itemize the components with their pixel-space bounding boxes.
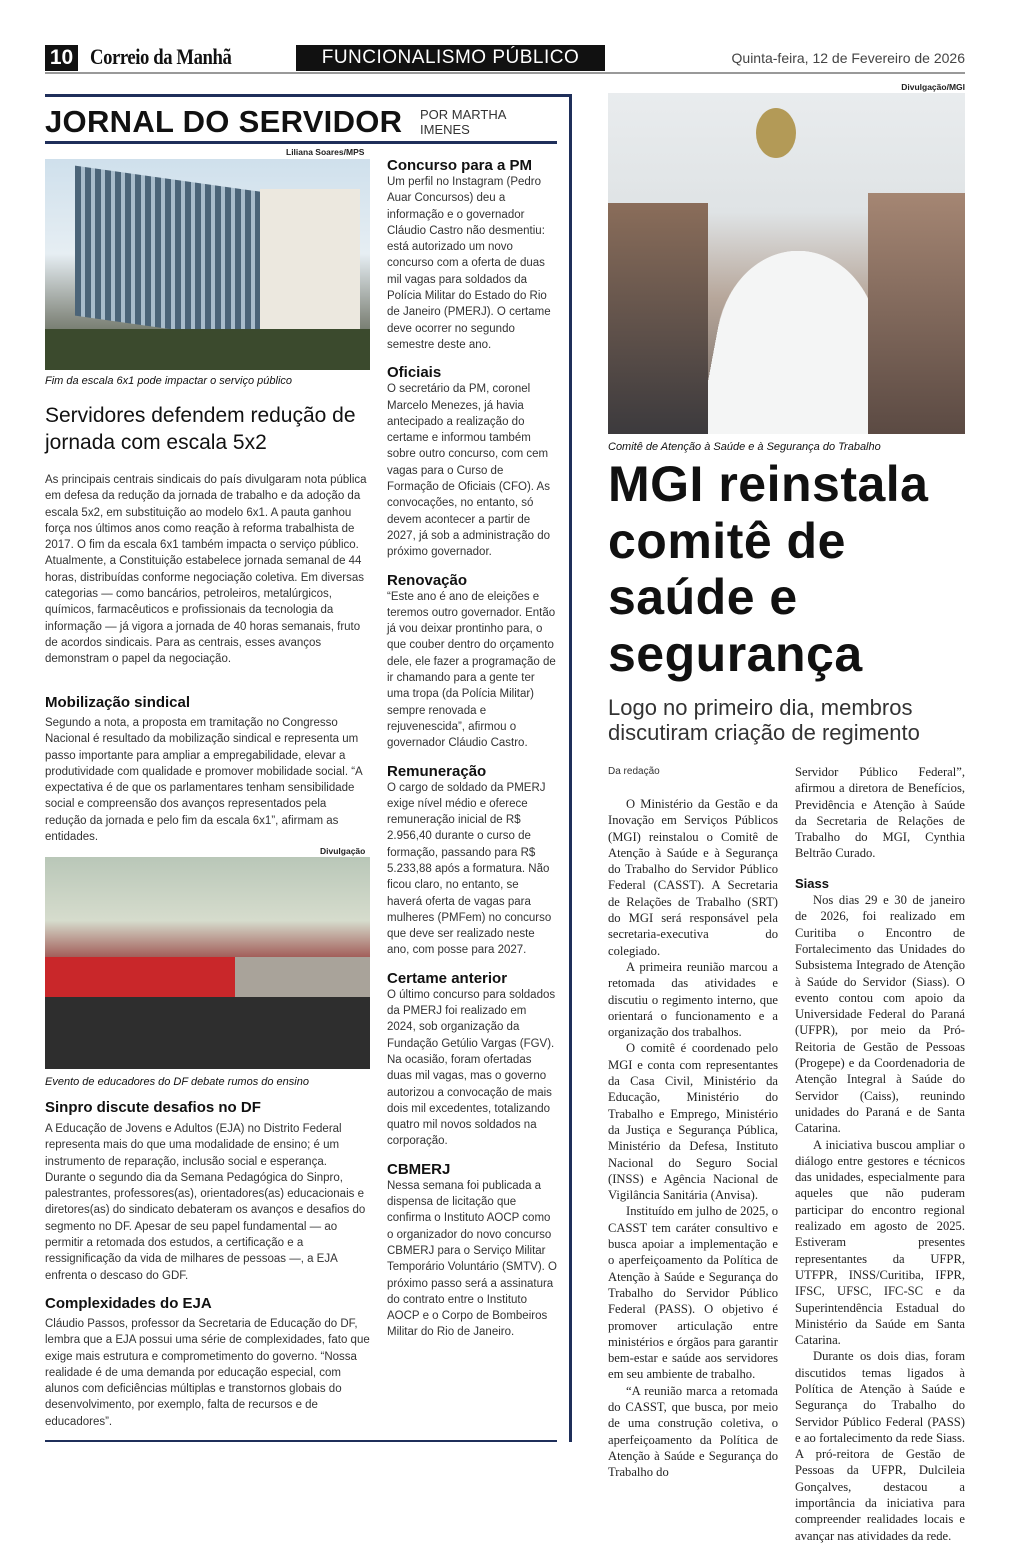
article-column-1 (608, 796, 778, 1480)
note-title: CBMERJ (387, 1160, 451, 1178)
issue-date: Quinta-feira, 12 de Fevereiro de 2026 (731, 50, 965, 66)
note-text: Nessa semana foi publicada a dispensa de licitação que confirma o Instituto AOCP como o organizador do novo concurso CBMERJ para o Serviço Militar Temporário Voluntário (SMTV). O próximo passo será a assinatura do contrato entre o Instituto AOCP e o Corpo de Bombeiros Militar do Rio de Janeiro. (387, 1179, 558, 1339)
ministry-building-photo (45, 159, 370, 370)
paragraph: Instituído em julho de 2025, o CASST tem caráter consultivo e busca apoiar a implementação e o aperfeiçoamento da Política de Atenção à Saúde e Segurança do Trabalho do Servidor Público Federal (PASS). O objetivo é promover articulação entre ministérios e órgãos para garantir bem-estar e saúde aos servidores em seu ambiente de trabalho. (608, 1204, 778, 1382)
committee-meeting-photo (608, 93, 965, 434)
subheading: Sinpro discute desafios no DF (45, 1099, 261, 1116)
note-title: Certame anterior (387, 969, 508, 987)
note-title: Remuneração (387, 762, 487, 780)
column-notes (387, 157, 557, 1341)
note-title: Oficiais (387, 364, 442, 382)
note-text: O secretário da PM, coronel Marcelo Menezes, já havia antecipado a realização do certame e informou também sobre outro concurso, com cem vagas para o Curso de Formação de Oficiais (CFO). As convocações, no entanto, só devem acontecer a partir de 2027, já sob a administração do próximo governador. (387, 383, 551, 559)
page-number: 10 (45, 45, 78, 71)
paragraph: Durante os dois dias, foram discutidos temas ligados à Política de Atenção à Saúde e Segurança do Trabalho do Servidor Público Federal (PASS) e ao fortalecimento da rede Siass. A pró-reitora de Gestão de Pessoas da UFPR, Dulcileia Gonçalves, destacou a importância da iniciativa para compreender realidades locais e avançar nas atividades da rede. (795, 1349, 965, 1543)
section-title: FUNCIONALISMO PÚBLICO (296, 45, 605, 71)
note-text: O último concurso para soldados da PMERJ foi realizado em 2024, sob organização da Fundação Getúlio Vargas (FGV). Na ocasião, foram ofertadas duas mil vagas, mas o governo autorizou a convocação de mais dois mil excedentes, totalizando quatro mil novos soldados na corporação. (387, 988, 556, 1148)
column-box-right-border (569, 94, 572, 1442)
paragraph: Servidor Público Federal”, afirmou a diretora de Benefícios, Previdência e Atenção à Saúde da Secretaria de Relações de Trabalho do MGI, Cynthia Beltrão Curado. (795, 765, 965, 861)
column-title-rule (45, 141, 557, 144)
paragraph: Nos dias 29 e 30 de janeiro de 2026, foi realizado em Curitiba o Encontro de Fortalecimento das Unidades do Subsistema Integrado de Atenção à Saúde do Servidor (Siass). O evento contou com apoio da Universidade Federal do Paraná (UFPR), por meio da Pró-Reitoria de Gestão de Pessoas (Progepe) e da Coordenadoria de Atenção Integral à Saúde do Servidor (Caiss), reunindo unidades do Paraná e de Santa Catarina. (795, 893, 965, 1136)
note-text: “Este ano é ano de eleições e teremos outro governador. Então já vou deixar prontinho para, o que couber dentro do orçamento dele, ele fazer a programação de ir chamando para a gente ter uma tropa (da Polícia Militar) sempre renovada e rejuvenescida”, afirmou o governador Cláudio Castro. (387, 590, 556, 750)
article-headline: Servidores defendem redução de jornada com escala 5x2 (45, 404, 356, 454)
newspaper-logo: Correio da Manhã (90, 44, 232, 69)
subheading: Complexidades do EJA (45, 1295, 212, 1312)
article-headline: MGI reinstala comitê de saúde e segurança (608, 456, 929, 682)
note-title: Renovação (387, 571, 468, 589)
photo-credit: Divulgação/MGI (901, 82, 965, 92)
subheading: Siass (795, 875, 829, 891)
article-body: Segundo a nota, a proposta em tramitação no Congresso Nacional é resultado da mobilização sindical e representa um passo importante para ampliar a empregabilidade, elevar a produtividade com qualidade e promover mobilidade social. “A expectativa é de que os parlamentares tenham sensibilidade social e compreensão dos avanços representados pela redução da jornada e pelo fim da escala 6x1”, afirmam as entidades. (45, 717, 363, 844)
note-text: Um perfil no Instagram (Pedro Auar Concursos) deu a informação e o governador Cláudio Castro não desmentiu: está autorizado um novo concurso com a oferta de duas mil vagas para soldados da Polícia Militar do Estado do Rio de Janeiro (PMERJ). O certame deve ocorrer no segundo semestre deste ano. (387, 176, 551, 351)
column-box-top-border (45, 94, 572, 97)
educators-event-photo (45, 857, 370, 1069)
article-body: A Educação de Jovens e Adultos (EJA) no Distrito Federal representa mais do que uma modalidade de ensino; é um instrumento de reparação, inclusão social e esperança. Durante o segundo dia da Semana Pedagógica do Sinpro, palestrantes, professores(as), orientadores(as) educacionais e diretores(as) do sindicato debateram os avanços e desafios do segmento no DF. Apesar de seu papel fundamental — ao permitir a retomada dos estudos, a certificação e a ressignificação da vida de milhares de pessoas —, a EJA enfrenta o descaso do GDF. (45, 1123, 366, 1282)
article-body: Cláudio Passos, professor da Secretaria de Educação do DF, lembra que a EJA possui uma série de complexidades, fato que exige mais estrutura e comprometimento do governo. “Nossa realidade é de uma demanda por educação especial, com alunos com deficiências múltiplas e transtornos globais do desenvolvimento, por exemplo, falta de recursos e de educadores”. (45, 1318, 370, 1428)
note-text: O cargo de soldado da PMERJ exige nível médio e oferece remuneração inicial de R$ 2.956,40 durante o curso de formação, passando para R$ 5.233,88 após a formatura. Não ficou claro, no entanto, se haverá oferta de vagas para mulheres (PMFem) no concurso que deve ser realizado neste ano, com posse para 2027. (387, 781, 552, 957)
photo-caption: Fim da escala 6x1 pode impactar o serviço público (45, 375, 293, 387)
header-divider (45, 72, 965, 74)
photo-credit: Divulgação (320, 846, 366, 856)
column-byline: POR MARTHA IMENES (420, 107, 506, 137)
note-title: Concurso para a PM (387, 157, 533, 174)
paragraph: “A reunião marca a retomada do CASST, que busca, por meio de uma construção coletiva, o aperfeiçoamento da Política de Atenção à Saúde e Segurança do Trabalho do (608, 1383, 778, 1480)
paragraph: A primeira reunião marcou a retomada das atividades e discutiu o regimento interno, que orientará o funcionamento e a organização dos trabalhos. (608, 959, 778, 1040)
photo-caption: Comitê de Atenção à Saúde e à Segurança do Trabalho (608, 441, 881, 453)
article-body: As principais centrais sindicais do país divulgaram nota pública em defesa da redução da jornada de trabalho e da adoção da escala 5x2, em substituição ao modelo 6x1. A pauta ganhou força nos últimos anos como reação à reforma trabalhista de 2017. O fim da escala 6x1 também impacta o serviço público. Atualmente, a Constituição estabelece jornada semanal de 44 horas, distribuídas conforme negociação coletiva. Em diversas categorias — como bancários, petroleiros, metalúrgicos, químicos, farmacêuticos e profissionais da tecnologia da informação — já vigora a jornada de 40 horas semanais, fruto de acordos sindicais. Para as centrais, esses avanços demonstram o papel da negociação. (45, 474, 367, 666)
photo-credit: Liliana Soares/MPS (286, 147, 365, 157)
column-title: JORNAL DO SERVIDOR (45, 104, 403, 139)
column-box-bottom-border (45, 1440, 557, 1442)
photo-caption: Evento de educadores do DF debate rumos do ensino (45, 1076, 309, 1088)
paragraph: O Ministério da Gestão e da Inovação em Serviços Públicos (MGI) reinstalou o Comitê de Atenção à Saúde e à Segurança do Trabalho do Servidor Público Federal (CASST). A Secretaria de Relações de Trabalho (SRT) do MGI será responsável pela secretaria-executiva do colegiado. (608, 797, 778, 958)
paragraph: A iniciativa buscou ampliar o diálogo entre gestores e técnicos das unidades, especialmente para aqueles que não puderam participar do encontro regional realizado em agosto de 2025. Estiveram presentes representantes da UFPR, UTFPR, INSS/Curitiba, IFPR, IFSC, UFSC, IFC-SC e da Superintendência Estadual do Ministério da Saúde em Santa Catarina. (795, 1137, 965, 1348)
article-column-2 (795, 764, 965, 1544)
paragraph: O comitê é coordenado pelo MGI e conta com representantes da Casa Civil, Ministério da Educação, Ministério do Trabalho e Emprego, Ministério da Justiça e Segurança Pública, Ministério da Defesa, Instituto Nacional do Seguro Social (INSS) e Agência Nacional de Vigilância Sanitária (Anvisa). (608, 1041, 778, 1203)
subheading: Mobilização sindical (45, 694, 191, 711)
article-subheadline: Logo no primeiro dia, membros discutiram criação de regimento (608, 695, 920, 745)
article-author: Da redação (608, 766, 660, 777)
